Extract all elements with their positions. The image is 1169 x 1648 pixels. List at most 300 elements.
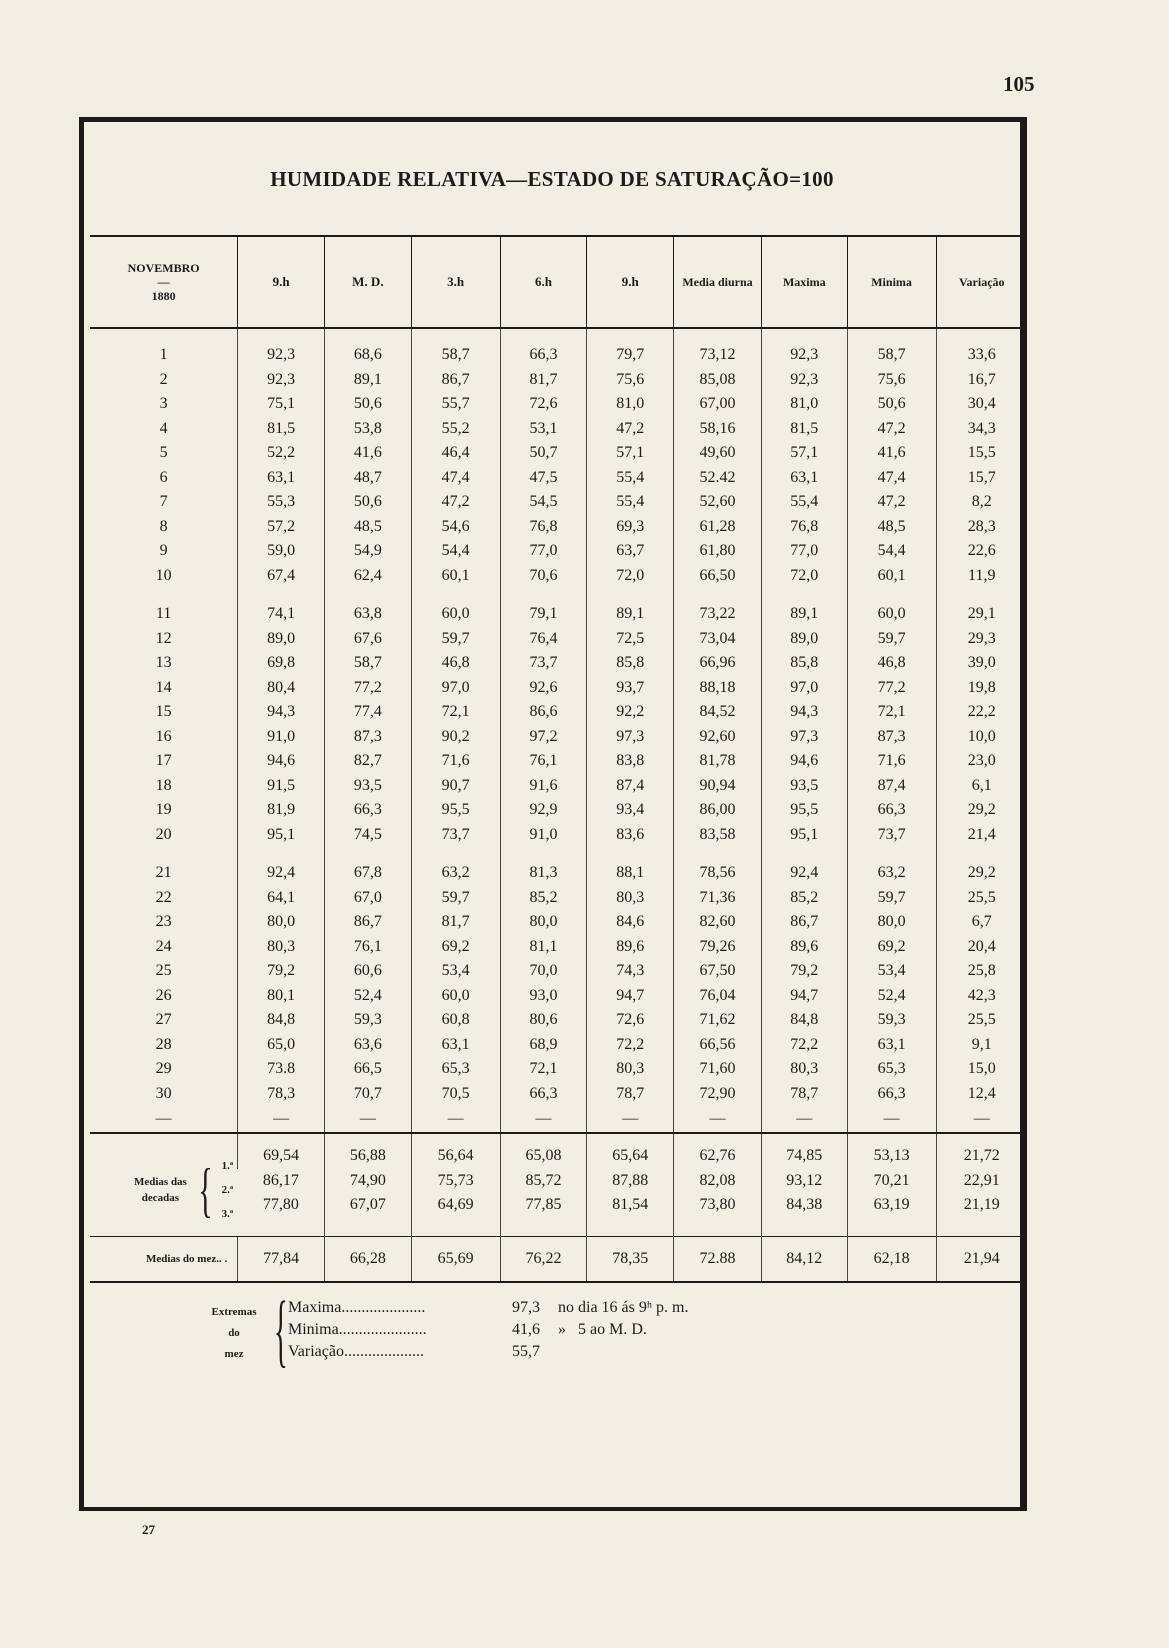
value-cell: 69,2 <box>847 935 936 960</box>
day-cell: 12 <box>155 629 172 647</box>
day-cell: 19 <box>155 801 172 818</box>
value-cell: 63,6 <box>324 1033 411 1058</box>
value-cell: 54,9 <box>324 539 411 564</box>
dash-cell: — <box>847 1106 936 1133</box>
dash-cell: — <box>324 1106 411 1133</box>
value-cell: 71,6 <box>847 749 936 774</box>
day-cell: 9 <box>159 542 168 559</box>
value-cell: 81,1 <box>500 935 587 960</box>
value-cell: 23,0 <box>936 749 1027 774</box>
value-cell: 72,5 <box>587 627 674 652</box>
medias-label-cell <box>90 1133 238 1236</box>
value-cell: 80,0 <box>500 910 587 935</box>
value-cell: 30,4 <box>936 392 1027 417</box>
value-cell: 29,1 <box>936 602 1027 627</box>
day-cell: 1 <box>159 346 168 363</box>
value-cell: 87,4 <box>587 774 674 799</box>
dash-cell: — <box>155 1110 172 1127</box>
value-cell: 78,7 <box>761 1082 847 1107</box>
value-cell: 53,4 <box>411 959 500 984</box>
value-cell: 63,7 <box>587 539 674 564</box>
value-cell: 92,3 <box>761 368 847 393</box>
value-cell: 72,2 <box>761 1033 847 1058</box>
value-cell: 76,8 <box>761 515 847 540</box>
value-cell: 67,8 <box>324 861 411 886</box>
value-cell: 63,1 <box>238 466 325 491</box>
dash-cell: — <box>587 1106 674 1133</box>
table-row <box>90 749 1027 774</box>
value-cell: 41,6 <box>324 441 411 466</box>
day-cell: 14 <box>155 678 172 696</box>
value-cell: 59,0 <box>238 539 325 564</box>
day-cell: 28 <box>155 1035 172 1053</box>
table-row <box>90 861 1027 886</box>
value-cell: 55,2 <box>411 417 500 442</box>
table-row <box>90 417 1027 442</box>
value-cell: 29,3 <box>936 627 1027 652</box>
table-title: HUMIDADE RELATIVA—ESTADO DE SATURAÇÃO=100 <box>270 167 834 191</box>
day-cell: 15 <box>155 703 172 720</box>
value-cell: 93,4 <box>587 798 674 823</box>
value-cell: 73,04 <box>674 627 762 652</box>
medias-label: Medias das decadas <box>133 1175 187 1204</box>
value-cell: 94,3 <box>761 700 847 725</box>
value-cell: 81,7 <box>411 910 500 935</box>
value-cell: 97,2 <box>500 725 587 750</box>
value-cell: 53,13 <box>847 1133 936 1169</box>
value-cell: 41,6 <box>847 441 936 466</box>
header-month: NOVEMBRO <box>127 261 200 275</box>
value-cell: 66,28 <box>324 1236 411 1282</box>
table-row <box>90 798 1027 823</box>
table-row <box>90 1082 1027 1107</box>
value-cell: 65,0 <box>238 1033 325 1058</box>
day-cell: 30 <box>155 1084 172 1102</box>
value-cell: 79,1 <box>500 602 587 627</box>
dash-cell: — <box>411 1106 500 1133</box>
header-col: Media diurna <box>674 236 762 328</box>
value-cell: 76,1 <box>324 935 411 960</box>
header-col: 9.h <box>587 236 674 328</box>
value-cell: 68,6 <box>324 343 411 368</box>
value-cell: 58,16 <box>674 417 762 442</box>
value-cell: 80,3 <box>238 935 325 960</box>
value-cell: 65,08 <box>500 1133 587 1169</box>
table-row <box>90 539 1027 564</box>
table-row <box>90 935 1027 960</box>
dash-row <box>90 1106 1027 1133</box>
day-cell: 16 <box>155 727 172 745</box>
value-cell: 75,73 <box>411 1169 500 1194</box>
dash-cell: — <box>936 1106 1027 1133</box>
table-row <box>90 823 1027 848</box>
value-cell: 34,3 <box>936 417 1027 442</box>
value-cell: 72,6 <box>587 1008 674 1033</box>
value-cell: 94,6 <box>238 749 325 774</box>
value-cell: 75,1 <box>238 392 325 417</box>
table-row <box>90 392 1027 417</box>
value-cell: 66,3 <box>324 798 411 823</box>
value-cell: 48,5 <box>847 515 936 540</box>
table-row <box>90 886 1027 911</box>
header-month-year <box>90 236 238 328</box>
dash-cell: — <box>674 1106 762 1133</box>
value-cell: 73,7 <box>500 651 587 676</box>
value-cell: 50,6 <box>324 392 411 417</box>
value-cell: 66,3 <box>847 798 936 823</box>
table-row <box>90 564 1027 589</box>
value-cell: 70,0 <box>500 959 587 984</box>
value-cell: 69,3 <box>587 515 674 540</box>
value-cell: 82,7 <box>324 749 411 774</box>
value-cell: 81,78 <box>674 749 762 774</box>
value-cell: 15,7 <box>936 466 1027 491</box>
value-cell: 59,7 <box>847 886 936 911</box>
value-cell: 76,1 <box>500 749 587 774</box>
value-cell: 80,3 <box>587 886 674 911</box>
value-cell: 87,4 <box>847 774 936 799</box>
value-cell: 39,0 <box>936 651 1027 676</box>
value-cell: 89,1 <box>761 602 847 627</box>
dash-cell: — <box>761 1106 847 1133</box>
day-cell: 26 <box>155 986 172 1004</box>
value-cell: 50,6 <box>847 392 936 417</box>
table-row <box>90 774 1027 799</box>
extremas-block <box>204 1284 904 1387</box>
value-cell: 67,00 <box>674 392 762 417</box>
value-cell: 80,6 <box>500 1008 587 1033</box>
value-cell: 73,7 <box>411 823 500 848</box>
value-cell: 70,6 <box>500 564 587 589</box>
value-cell: 12,4 <box>936 1082 1027 1107</box>
value-cell: 95,5 <box>411 798 500 823</box>
value-cell: 84,8 <box>238 1008 325 1033</box>
value-cell: 89,6 <box>761 935 847 960</box>
value-cell: 71,60 <box>674 1057 762 1082</box>
value-cell: 21,94 <box>936 1236 1027 1282</box>
value-cell: 69,54 <box>238 1133 325 1169</box>
value-cell: 92,60 <box>674 725 762 750</box>
value-cell: 57,1 <box>761 441 847 466</box>
value-cell: 74,5 <box>324 823 411 848</box>
value-cell: 62,18 <box>847 1236 936 1282</box>
value-cell: 86,00 <box>674 798 762 823</box>
value-cell: 55,4 <box>761 490 847 515</box>
value-cell: 77,84 <box>238 1236 325 1282</box>
value-cell: 92,3 <box>238 343 325 368</box>
value-cell: 29,2 <box>936 798 1027 823</box>
value-cell: 85,72 <box>500 1169 587 1194</box>
value-cell: 94,7 <box>761 984 847 1009</box>
value-cell: 76,04 <box>674 984 762 1009</box>
day-cell: 20 <box>155 825 172 843</box>
value-cell: 84,6 <box>587 910 674 935</box>
value-cell: 81,5 <box>238 417 325 442</box>
value-cell: 92,9 <box>500 798 587 823</box>
extremas-row-maxima: Maxima..................... 97,3 no dia 16 ás 9ʰ p. m. <box>288 1299 689 1316</box>
value-cell: 78,3 <box>238 1082 325 1107</box>
value-cell: 63,1 <box>847 1033 936 1058</box>
value-cell: 66,5 <box>324 1057 411 1082</box>
value-cell: 74,3 <box>587 959 674 984</box>
value-cell: 91,0 <box>500 823 587 848</box>
value-cell: 54,6 <box>411 515 500 540</box>
value-cell: 67,4 <box>238 564 325 589</box>
value-cell: 63,1 <box>411 1033 500 1058</box>
value-cell: 68,9 <box>500 1033 587 1058</box>
day-cell: 27 <box>155 1011 172 1028</box>
value-cell: 48,7 <box>324 466 411 491</box>
value-cell: 81,3 <box>500 861 587 886</box>
value-cell: 56,88 <box>324 1133 411 1169</box>
value-cell: 49,60 <box>674 441 762 466</box>
value-cell: 59,7 <box>411 627 500 652</box>
value-cell: 70,21 <box>847 1169 936 1194</box>
day-cell: 18 <box>155 776 172 794</box>
value-cell: 53,8 <box>324 417 411 442</box>
value-cell: 67,07 <box>324 1193 411 1236</box>
value-cell: 25,8 <box>936 959 1027 984</box>
value-cell: 74,1 <box>238 602 325 627</box>
value-cell: 47,2 <box>587 417 674 442</box>
value-cell: 95,1 <box>761 823 847 848</box>
day-cell: 7 <box>159 493 168 510</box>
value-cell: 73.8 <box>238 1057 325 1082</box>
value-cell: 77,0 <box>761 539 847 564</box>
table-row <box>90 676 1027 701</box>
value-cell: 63,2 <box>847 861 936 886</box>
medias-mez-row <box>90 1236 1027 1282</box>
value-cell: 81,54 <box>587 1193 674 1236</box>
table-row <box>90 959 1027 984</box>
value-cell: 62,4 <box>324 564 411 589</box>
value-cell: 83,58 <box>674 823 762 848</box>
value-cell: 80,0 <box>847 910 936 935</box>
value-cell: 33,6 <box>936 343 1027 368</box>
value-cell: 83,6 <box>587 823 674 848</box>
value-cell: 21,72 <box>936 1133 1027 1169</box>
value-cell: 70,7 <box>324 1082 411 1107</box>
value-cell: 72,0 <box>761 564 847 589</box>
value-cell: 66,3 <box>500 343 587 368</box>
value-cell: 93,5 <box>324 774 411 799</box>
header-col: 9.h <box>238 236 325 328</box>
value-cell: 85,08 <box>674 368 762 393</box>
value-cell: 48,5 <box>324 515 411 540</box>
value-cell: 50,6 <box>324 490 411 515</box>
value-cell: 92,3 <box>761 343 847 368</box>
value-cell: 66,3 <box>500 1082 587 1107</box>
table-row <box>90 466 1027 491</box>
header-row <box>90 236 1027 328</box>
value-cell: 21,19 <box>936 1193 1027 1236</box>
value-cell: 52,4 <box>847 984 936 1009</box>
value-cell: 60,1 <box>411 564 500 589</box>
day-cell: 21 <box>155 864 172 881</box>
brace: { <box>198 1156 213 1223</box>
value-cell: 67,6 <box>324 627 411 652</box>
value-cell: 81,7 <box>500 368 587 393</box>
header-col: Minima <box>847 236 936 328</box>
value-cell: 81,9 <box>238 798 325 823</box>
value-cell: 80,1 <box>238 984 325 1009</box>
value-cell: 9,1 <box>936 1033 1027 1058</box>
value-cell: 63,19 <box>847 1193 936 1236</box>
value-cell: 64,69 <box>411 1193 500 1236</box>
value-cell: 47,2 <box>847 417 936 442</box>
value-cell: 74,90 <box>324 1169 411 1194</box>
value-cell: 91,5 <box>238 774 325 799</box>
value-cell: 25,5 <box>936 1008 1027 1033</box>
header-col: 6.h <box>500 236 587 328</box>
value-cell: 52,4 <box>324 984 411 1009</box>
value-cell: 88,18 <box>674 676 762 701</box>
value-cell: 66,96 <box>674 651 762 676</box>
value-cell: 80,3 <box>587 1057 674 1082</box>
value-cell: 92,4 <box>238 861 325 886</box>
value-cell: 85,8 <box>761 651 847 676</box>
value-cell: 72,1 <box>500 1057 587 1082</box>
decade-numbers: 1.ª 2.ª 3.ª <box>221 1159 234 1220</box>
value-cell: 95,1 <box>238 823 325 848</box>
value-cell: 92,2 <box>587 700 674 725</box>
value-cell: 58,7 <box>847 343 936 368</box>
header-year: 1880 <box>151 289 176 303</box>
value-cell: 59,7 <box>847 627 936 652</box>
extremas-label: Extremas do mez <box>211 1306 257 1360</box>
value-cell: 88,1 <box>587 861 674 886</box>
table-row <box>90 651 1027 676</box>
value-cell: 94,3 <box>238 700 325 725</box>
value-cell: 66,3 <box>847 1082 936 1107</box>
table-row <box>90 910 1027 935</box>
value-cell: 72,0 <box>587 564 674 589</box>
value-cell: 94,6 <box>761 749 847 774</box>
value-cell: 92,3 <box>238 368 325 393</box>
table-row <box>90 368 1027 393</box>
value-cell: 54,5 <box>500 490 587 515</box>
value-cell: 8,2 <box>936 490 1027 515</box>
value-cell: 77,0 <box>500 539 587 564</box>
value-cell: 73,80 <box>674 1193 762 1236</box>
value-cell: 83,8 <box>587 749 674 774</box>
value-cell: 94,7 <box>587 984 674 1009</box>
value-cell: 61,28 <box>674 515 762 540</box>
value-cell: 47,4 <box>847 466 936 491</box>
value-cell: 97,0 <box>411 676 500 701</box>
table-row <box>90 1008 1027 1033</box>
value-cell: 78,7 <box>587 1082 674 1107</box>
value-cell: 72,6 <box>500 392 587 417</box>
value-cell: 47,4 <box>411 466 500 491</box>
value-cell: 6,1 <box>936 774 1027 799</box>
day-cell: 11 <box>155 605 172 622</box>
value-cell: 80,3 <box>761 1057 847 1082</box>
value-cell: 55,4 <box>587 466 674 491</box>
value-cell: 73,12 <box>674 343 762 368</box>
brace: { <box>274 1284 288 1375</box>
table-body <box>90 328 1027 1282</box>
value-cell: 73,22 <box>674 602 762 627</box>
table-row <box>90 627 1027 652</box>
value-cell: 90,7 <box>411 774 500 799</box>
value-cell: 16,7 <box>936 368 1027 393</box>
day-cell: 8 <box>159 517 168 535</box>
value-cell: 75,6 <box>587 368 674 393</box>
value-cell: 42,3 <box>936 984 1027 1009</box>
value-cell: 81,5 <box>761 417 847 442</box>
value-cell: 28,3 <box>936 515 1027 540</box>
value-cell: 21,4 <box>936 823 1027 848</box>
value-cell: 66,56 <box>674 1033 762 1058</box>
value-cell: 93,7 <box>587 676 674 701</box>
value-cell: 59,3 <box>847 1008 936 1033</box>
value-cell: 64,1 <box>238 886 325 911</box>
table-row <box>90 1033 1027 1058</box>
value-cell: 67,50 <box>674 959 762 984</box>
value-cell: 85,2 <box>500 886 587 911</box>
table-row <box>90 515 1027 540</box>
value-cell: 46,4 <box>411 441 500 466</box>
value-cell: 79,2 <box>761 959 847 984</box>
value-cell: 47,5 <box>500 466 587 491</box>
value-cell: 79,2 <box>238 959 325 984</box>
value-cell: 79,26 <box>674 935 762 960</box>
header-col: M. D. <box>324 236 411 328</box>
value-cell: 91,0 <box>238 725 325 750</box>
value-cell: 89,0 <box>761 627 847 652</box>
day-cell: 22 <box>155 888 172 906</box>
value-cell: 65,69 <box>411 1236 500 1282</box>
medias-mez-label: Medias do mez.. . <box>90 1236 238 1282</box>
value-cell: 53,4 <box>847 959 936 984</box>
value-cell: 85,8 <box>587 651 674 676</box>
value-cell: 58,7 <box>324 651 411 676</box>
value-cell: 79,7 <box>587 343 674 368</box>
value-cell: 59,3 <box>324 1008 411 1033</box>
table-row <box>90 725 1027 750</box>
value-cell: 77,80 <box>262 1196 299 1213</box>
value-cell: 60,8 <box>411 1008 500 1033</box>
value-cell: 57,2 <box>238 515 325 540</box>
table-row <box>90 441 1027 466</box>
value-cell: 65,3 <box>847 1057 936 1082</box>
value-cell: 47,2 <box>411 490 500 515</box>
value-cell: 22,91 <box>936 1169 1027 1194</box>
value-cell: 11,9 <box>936 564 1027 589</box>
value-cell: 50,7 <box>500 441 587 466</box>
dash-cell: — <box>238 1106 325 1133</box>
value-cell: 66,50 <box>674 564 762 589</box>
value-cell: 84,52 <box>674 700 762 725</box>
value-cell: 82,08 <box>674 1169 762 1194</box>
value-cell: 77,85 <box>500 1193 587 1236</box>
header-col: 3.h <box>411 236 500 328</box>
value-cell: 70,5 <box>411 1082 500 1107</box>
value-cell: 93,5 <box>761 774 847 799</box>
page-number: 105 <box>1003 72 1035 96</box>
value-cell: 77,4 <box>324 700 411 725</box>
value-cell: 22,2 <box>936 700 1027 725</box>
value-cell: 29,2 <box>936 861 1027 886</box>
value-cell: 86,7 <box>411 368 500 393</box>
extremas-row-minima: Minima...................... 41,6 » 5 ao M. D. <box>288 1321 647 1338</box>
spacer-row <box>90 847 1027 861</box>
value-cell: 62,76 <box>674 1133 762 1169</box>
value-cell: 63,8 <box>324 602 411 627</box>
value-cell: 71,6 <box>411 749 500 774</box>
value-cell: 6,7 <box>936 910 1027 935</box>
